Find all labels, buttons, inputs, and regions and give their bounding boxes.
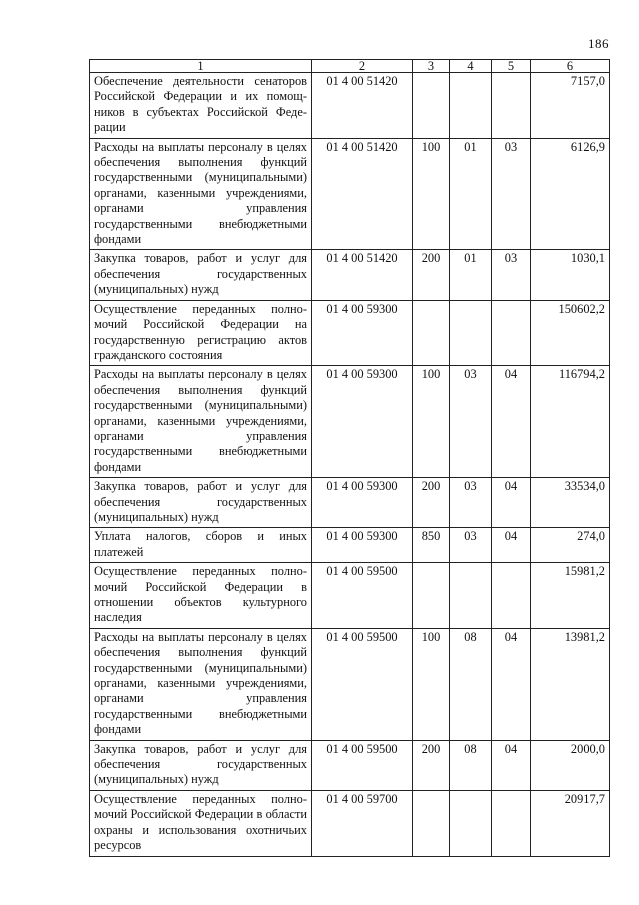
column-header: 3 [413, 60, 450, 73]
table-row [90, 528, 610, 563]
row-section-cell [450, 790, 492, 856]
row-amount-cell: 15981,2 [531, 563, 610, 629]
column-header: 1 [90, 60, 312, 73]
row-subsection-cell: 03 [492, 138, 531, 250]
column-header: 5 [492, 60, 531, 73]
row-expense-type-cell [413, 563, 450, 629]
row-section-cell [450, 73, 492, 139]
page-number: 186 [588, 36, 609, 51]
row-amount-cell: 150602,2 [531, 300, 610, 366]
row-name-cell: Расходы на выплаты персоналу в целях обеспечения выполнения функций государственными (муниципальными) органами, казенными учреждениями, органами управления государственными внебюджетными фондами [90, 628, 312, 740]
row-section-cell: 01 [450, 138, 492, 250]
row-code-cell: 01 4 00 51420 [312, 138, 413, 250]
table-row [90, 73, 610, 139]
row-amount-cell: 13981,2 [531, 628, 610, 740]
table-row [90, 138, 610, 250]
row-section-cell: 03 [450, 366, 492, 478]
row-name-cell: Закупка товаров, работ и услуг для обеспечения государственных (муниципальных) нужд [90, 478, 312, 528]
row-subsection-cell: 04 [492, 366, 531, 478]
budget-table [89, 59, 610, 857]
row-subsection-cell: 04 [492, 628, 531, 740]
row-expense-type-cell [413, 300, 450, 366]
row-amount-cell: 274,0 [531, 528, 610, 563]
row-section-cell: 01 [450, 250, 492, 300]
row-name-cell: Обеспечение деятельности сенаторов Российской Федерации и их помощников в субъектах Российской Федерации [90, 73, 312, 139]
row-amount-cell: 1030,1 [531, 250, 610, 300]
row-expense-type-cell: 200 [413, 740, 450, 790]
row-amount-cell: 20917,7 [531, 790, 610, 856]
row-section-cell: 08 [450, 628, 492, 740]
row-code-cell: 01 4 00 59700 [312, 790, 413, 856]
row-expense-type-cell: 200 [413, 478, 450, 528]
row-expense-type-cell: 100 [413, 366, 450, 478]
row-name-cell: Осуществление переданных полномочий Российской Федерации на государственную регистрацию актов гражданского состояния [90, 300, 312, 366]
row-subsection-cell: 04 [492, 528, 531, 563]
row-code-cell: 01 4 00 51420 [312, 73, 413, 139]
row-name-cell: Расходы на выплаты персоналу в целях обеспечения выполнения функций государственными (муниципальными) органами, казенными учреждениями, органами управления государственными внебюджетными фондами [90, 366, 312, 478]
column-header: 2 [312, 60, 413, 73]
row-section-cell [450, 300, 492, 366]
row-code-cell: 01 4 00 59300 [312, 478, 413, 528]
table-row [90, 366, 610, 478]
row-code-cell: 01 4 00 59500 [312, 628, 413, 740]
row-code-cell: 01 4 00 59300 [312, 528, 413, 563]
row-amount-cell: 2000,0 [531, 740, 610, 790]
header-row [90, 60, 610, 73]
table-row [90, 300, 610, 366]
column-header: 4 [450, 60, 492, 73]
row-amount-cell: 33534,0 [531, 478, 610, 528]
row-subsection-cell [492, 300, 531, 366]
row-amount-cell: 6126,9 [531, 138, 610, 250]
row-section-cell: 03 [450, 478, 492, 528]
row-amount-cell: 116794,2 [531, 366, 610, 478]
row-subsection-cell: 04 [492, 740, 531, 790]
table-row [90, 790, 610, 856]
table-row [90, 563, 610, 629]
row-expense-type-cell: 200 [413, 250, 450, 300]
row-subsection-cell [492, 73, 531, 139]
row-expense-type-cell: 850 [413, 528, 450, 563]
column-header: 6 [531, 60, 610, 73]
row-code-cell: 01 4 00 59500 [312, 740, 413, 790]
table-row [90, 478, 610, 528]
row-expense-type-cell [413, 790, 450, 856]
table-row [90, 250, 610, 300]
row-name-cell: Осуществление переданных полномочий Российской Федерации в отношении объектов культурного наследия [90, 563, 312, 629]
row-section-cell: 08 [450, 740, 492, 790]
row-name-cell: Осуществление переданных полномочий Российской Федерации в области охраны и использования охотничьих ресурсов [90, 790, 312, 856]
row-code-cell: 01 4 00 59500 [312, 563, 413, 629]
row-code-cell: 01 4 00 59300 [312, 366, 413, 478]
row-subsection-cell: 03 [492, 250, 531, 300]
row-section-cell: 03 [450, 528, 492, 563]
row-amount-cell: 7157,0 [531, 73, 610, 139]
table-row [90, 628, 610, 740]
row-subsection-cell [492, 790, 531, 856]
row-name-cell: Уплата налогов, сборов и иных платежей [90, 528, 312, 563]
row-code-cell: 01 4 00 51420 [312, 250, 413, 300]
row-subsection-cell: 04 [492, 478, 531, 528]
row-expense-type-cell: 100 [413, 628, 450, 740]
table-row [90, 740, 610, 790]
row-subsection-cell [492, 563, 531, 629]
row-expense-type-cell [413, 73, 450, 139]
row-name-cell: Закупка товаров, работ и услуг для обеспечения государственных (муниципальных) нужд [90, 740, 312, 790]
row-name-cell: Расходы на выплаты персоналу в целях обеспечения выполнения функций государственными (муниципальными) органами, казенными учреждениями, органами управления государственными внебюджетными фондами [90, 138, 312, 250]
row-expense-type-cell: 100 [413, 138, 450, 250]
row-code-cell: 01 4 00 59300 [312, 300, 413, 366]
row-name-cell: Закупка товаров, работ и услуг для обеспечения государственных (муниципальных) нужд [90, 250, 312, 300]
row-section-cell [450, 563, 492, 629]
